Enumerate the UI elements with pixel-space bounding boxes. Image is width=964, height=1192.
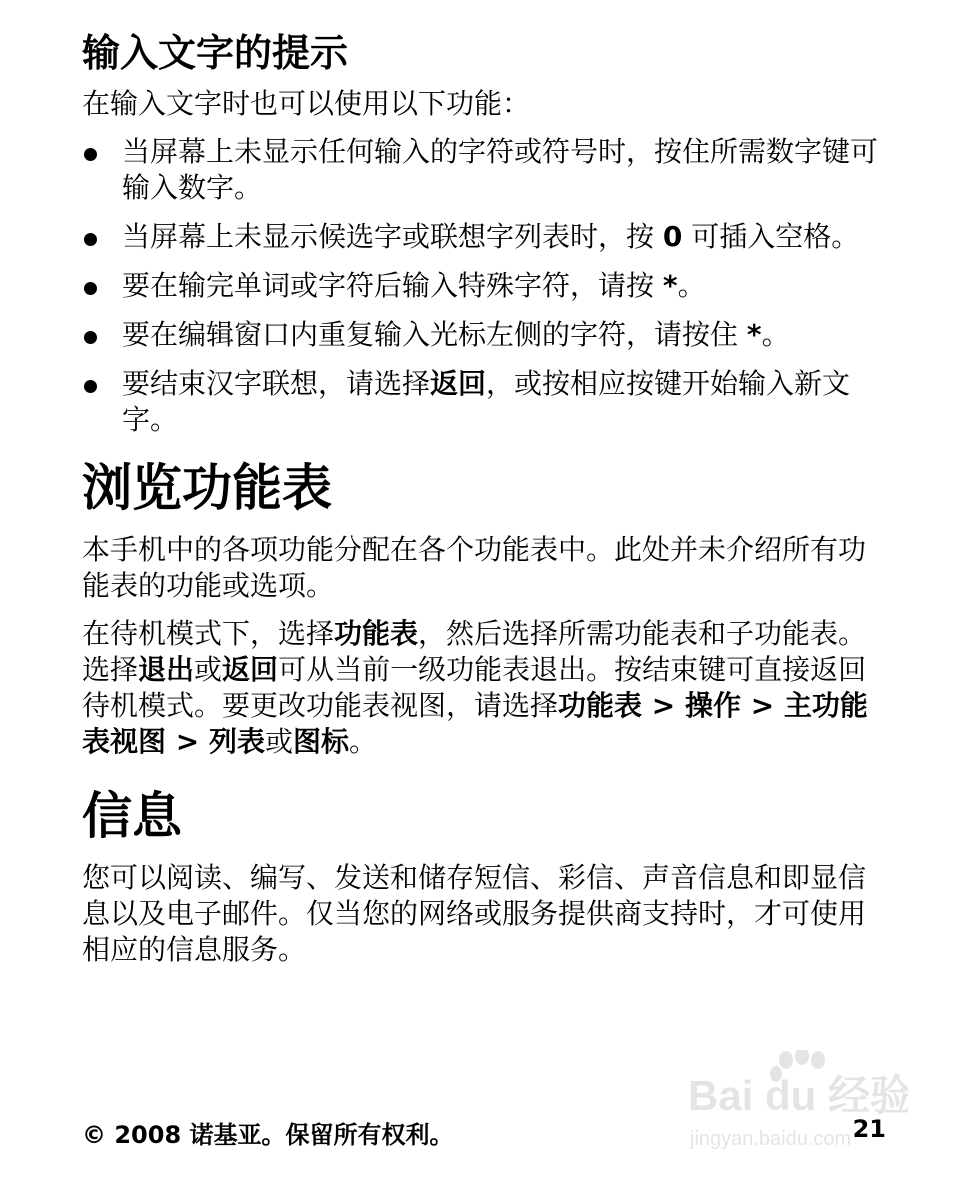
bullet-icon xyxy=(84,148,97,161)
paragraph: 在待机模式下，选择功能表，然后选择所需功能表和子功能表。选择退出或返回可从当前一级功能表退出。按结束键可直接返回待机模式。要更改功能表视图，请选择功能表 > 操作 > 主功能表视图 > 列表或图标。 xyxy=(82,616,868,758)
section-heading-messages: 信息 xyxy=(82,786,182,845)
paragraph: 本手机中的各项功能分配在各个功能表中。此处并未介绍所有功能表的功能或选项。 xyxy=(82,532,867,602)
svg-text:jingyan.baidu.com: jingyan.baidu.com xyxy=(690,1128,852,1150)
bullet-icon xyxy=(84,331,97,344)
tips-list xyxy=(82,134,888,438)
section-heading-browse-menus: 浏览功能表 xyxy=(82,458,332,517)
list-item: 要在输完单词或字符后输入特殊字符，请按 *。 xyxy=(82,268,888,304)
page-number: 21 xyxy=(852,1115,886,1143)
svg-text:Bai du 经验: Bai du 经验 xyxy=(688,1072,908,1119)
list-item: 当屏幕上未显示候选字或联想字列表时，按 0 可插入空格。 xyxy=(82,219,888,255)
bullet-icon xyxy=(84,233,97,246)
section-heading-text-input-tips: 输入文字的提示 xyxy=(82,31,349,75)
section-intro: 在输入文字时也可以使用以下功能： xyxy=(82,86,531,120)
paragraph: 您可以阅读、编写、发送和储存短信、彩信、声音信息和即显信息以及电子邮件。仅当您的网络或服务提供商支持时，才可使用相应的信息服务。 xyxy=(82,860,867,966)
bullet-icon xyxy=(84,282,97,295)
bullet-icon xyxy=(84,380,97,393)
document-page xyxy=(82,30,888,980)
list-item: 要结束汉字联想，请选择返回，或按相应按键开始输入新文字。 xyxy=(82,366,888,438)
list-item: 当屏幕上未显示任何输入的字符或符号时，按住所需数字键可输入数字。 xyxy=(82,134,888,206)
list-item: 要在编辑窗口内重复输入光标左侧的字符，请按住 *。 xyxy=(82,317,888,353)
page-footer xyxy=(82,1115,886,1150)
copyright: © 2008 诺基亚。保留所有权利。 xyxy=(82,1121,454,1149)
